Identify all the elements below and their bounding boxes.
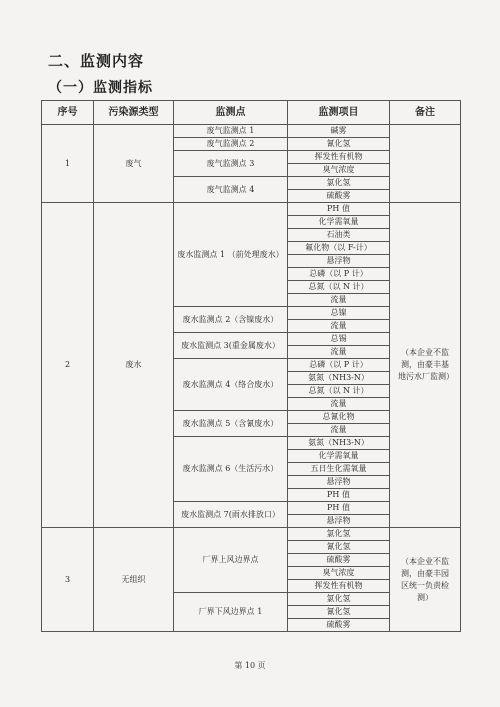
cell-monitoring-point: 废气监测点 4 [174,177,288,203]
header-note: 备注 [390,101,461,125]
cell-monitoring-item: 氨氮（NH3-N） [288,437,390,450]
cell-monitoring-item: 臭气浓度 [288,164,390,177]
cell-monitoring-item: 硫酸雾 [288,619,390,632]
cell-monitoring-item: 总磷（以 P 计） [288,268,390,281]
table-row [42,528,461,541]
cell-monitoring-item: 流量 [288,320,390,333]
cell-monitoring-item: 石油类 [288,229,390,242]
table-row [42,203,461,216]
header-item: 监测项目 [288,101,390,125]
cell-monitoring-point: 废气监测点 2 [174,138,288,151]
cell-monitoring-point: 废气监测点 3 [174,151,288,177]
cell-monitoring-item: 氯化氢 [288,177,390,190]
table-row [42,125,461,138]
cell-monitoring-item: 化学需氧量 [288,450,390,463]
cell-monitoring-item: 氰化氢 [288,606,390,619]
cell-monitoring-item: 氯化氢 [288,593,390,606]
cell-no: 1 [42,125,94,203]
cell-monitoring-point: 厂界上风边界点 [174,528,288,593]
cell-source-type: 废水 [94,203,174,528]
cell-monitoring-item: PH 值 [288,203,390,216]
cell-monitoring-item: PH 值 [288,489,390,502]
table-header-row [42,101,461,125]
cell-note: （本企业不监测，由豪丰园区统一负责检测） [390,528,461,632]
cell-monitoring-item: 五日生化需氧量 [288,463,390,476]
cell-monitoring-point: 废水监测点 7(雨水排放口） [174,502,288,528]
table-body [42,125,461,632]
cell-monitoring-item: 碱雾 [288,125,390,138]
cell-monitoring-point: 废水监测点 2（含镍废水） [174,307,288,333]
cell-monitoring-item: 总氮（以 N 计） [288,281,390,294]
cell-no: 2 [42,203,94,528]
cell-source-type: 无组织 [94,528,174,632]
cell-monitoring-item: 氯化氢 [288,528,390,541]
cell-monitoring-item: 总氮（以 N 计） [288,385,390,398]
cell-monitoring-point: 废水监测点 3(重金属废水） [174,333,288,359]
cell-note: （本企业不监测，由豪丰基地污水厂监测） [390,203,461,528]
section-heading: 二、监测内容 [48,52,145,70]
cell-monitoring-item: 流量 [288,398,390,411]
cell-monitoring-item: 挥发性有机物 [288,580,390,593]
cell-monitoring-item: 总镍 [288,307,390,320]
cell-monitoring-item: 挥发性有机物 [288,151,390,164]
header-type: 污染源类型 [94,101,174,125]
cell-monitoring-item: 硫酸雾 [288,190,390,203]
cell-monitoring-point: 废水监测点 5（含氰废水） [174,411,288,437]
cell-monitoring-point: 废水监测点 4（络合废水） [174,359,288,411]
cell-monitoring-item: 硫酸雾 [288,554,390,567]
subsection-heading: （一）监测指标 [48,80,153,96]
cell-source-type: 废气 [94,125,174,203]
cell-monitoring-point: 废水监测点 1 （前处理废水） [174,203,288,307]
cell-monitoring-item: 氰化氢 [288,541,390,554]
cell-note [390,125,461,203]
cell-monitoring-item: 臭气浓度 [288,567,390,580]
header-point: 监测点 [174,101,288,125]
cell-monitoring-point: 废水监测点 6（生活污水） [174,437,288,502]
page-number: 第 10 页 [234,661,266,670]
cell-monitoring-item: 总磷（以 P 计） [288,359,390,372]
cell-monitoring-item: 流量 [288,294,390,307]
cell-monitoring-item: 流量 [288,346,390,359]
cell-monitoring-item: 悬浮物 [288,476,390,489]
cell-monitoring-item: 化学需氧量 [288,216,390,229]
cell-monitoring-item: PH 值 [288,502,390,515]
header-no: 序号 [42,101,94,125]
cell-monitoring-item: 悬浮物 [288,515,390,528]
cell-monitoring-item: 氨氮（NH3-N） [288,372,390,385]
cell-monitoring-item: 氰化氢 [288,138,390,151]
cell-no: 3 [42,528,94,632]
cell-monitoring-item: 悬浮物 [288,255,390,268]
cell-monitoring-item: 总锡 [288,333,390,346]
cell-monitoring-item: 总氰化物 [288,411,390,424]
cell-monitoring-point: 废气监测点 1 [174,125,288,138]
cell-monitoring-point: 厂界下风边界点 1 [174,593,288,632]
cell-monitoring-item: 流量 [288,424,390,437]
monitoring-table [41,100,461,632]
cell-monitoring-item: 氟化物（以 F-计） [288,242,390,255]
